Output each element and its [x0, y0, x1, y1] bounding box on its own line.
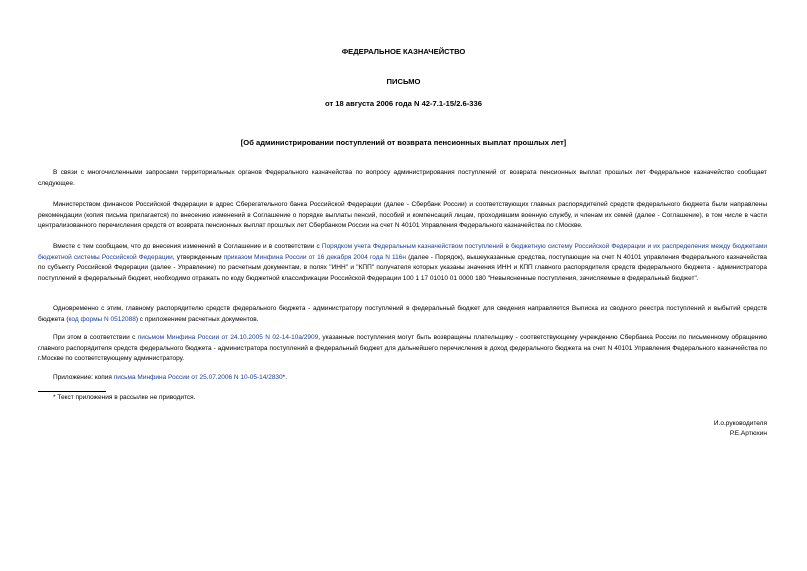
signatory-name: Р.Е.Артюхин — [729, 430, 767, 437]
signatory-position: И.о.руководителя — [713, 420, 767, 427]
paragraph-text: Приложение: копия — [53, 374, 114, 381]
paragraph-text: (далее - Порядок), вышеуказанные средства, поступающие на счет N 40101 управления Федерального казначейства по субъекту Российской Федерации (далее - Управление) по расчетным документам, в полях "ИНН" и "КПП" получателя которых указаны значения ИНН и КПП главного распорядителя средств федерального бюджета - администратора поступлений в федеральный бюджет, необходимо отражать по коду бюджетной классификации Российской Федерации 100 1 17 01010 01 0000 180 "Невыясненные поступления, зачисляемые в федеральный бюджет". — [38, 253, 767, 282]
paragraph-text: Вместе с тем сообщаем, что до внесения изменений в Соглашение и в соответствии с — [53, 243, 322, 250]
paragraph-intro: В связи с многочисленными запросами территориальных органов Федерального казначейства по вопросу администрирования поступлений от возврата пенсионных выплат прошлых лет Федеральное казначейство сообщает следующее. — [38, 169, 767, 187]
paragraph-text: *. — [282, 374, 288, 381]
document-date-number: от 18 августа 2006 года N 42-7.1-15/2.6-336 — [325, 99, 482, 108]
paragraph-text: При этом в соответствии с — [53, 334, 138, 341]
minfin-order-link[interactable]: приказом Минфина России от 16 декабря 2004 года N 116н — [223, 253, 406, 261]
minfin-letter-2006-link[interactable]: письма Минфина России от 25.07.2006 N 10-05-14/2830 — [113, 374, 283, 381]
minfin-letter-2005-link[interactable]: письмом Минфина России от 24.10.2005 N 02-14-10а/2909 — [137, 334, 319, 341]
paragraph-attachment — [38, 373, 767, 384]
paragraph-text: , утвержденным — [172, 253, 224, 261]
form-code-link[interactable]: код формы N 0512088 — [68, 315, 136, 323]
paragraph-accounting-procedure — [38, 242, 767, 284]
paragraph-text: , указанные поступления могут быть возвращены плательщику - соответствующему учреждению Сбербанка России по письменному обращению главного распорядителя средств федерального бюджета - администратора поступлений в федеральный бюджет для дальнейшего перечисления в доход федерального бюджета на счет N 40101 Управления Федерального казначейства по г.Москве по соответствующему администратору. — [38, 334, 768, 363]
paragraph-refund-procedure — [38, 333, 767, 365]
paragraph-text: ) с приложением расчетных документов. — [135, 315, 259, 323]
paragraph-ministry-recommendations: Министерством финансов Российской Федерации в адрес Сберегательного банка Российской Федерации (далее - Сбербанк России) и соответствующих главных распорядителей средств федерального бюджета были направлены рекомендации (копия письма прилагается) по внесению изменений в Соглашение о порядке выплаты пенсий, пособий и компенсаций лицам, проходившим военную службу, и членам их семей (далее - Соглашение), в том числе в части централизованного перечисления средств от возврата пенсионных выплат прошлых лет Сбербанком России на счет N 40101 Управления Федерального казначейства по г.Москве. — [38, 201, 767, 230]
procedure-link[interactable]: Порядком учета Федеральным казначейством поступлений в бюджетную систему Российской Федерации и их распределения между бюджетами бюджетной системы Российской Федерации — [38, 243, 767, 261]
agency-heading: ФЕДЕРАЛЬНОЕ КАЗНАЧЕЙСТВО — [341, 47, 466, 56]
paragraph-registry-extract — [38, 304, 767, 325]
document-title: [Об администрировании поступлений от возврата пенсионных выплат прошлых лет] — [240, 138, 567, 147]
paragraph-text: Одновременно с этим, главному распорядителю средств федерального бюджета - администратору поступлений в федеральный бюджет для сведения направляется Выписка из сводного реестра поступлений и выбытий средств бюджета ( — [38, 305, 767, 323]
footnote-divider — [38, 391, 106, 392]
document-type-heading: ПИСЬМО — [386, 77, 421, 86]
footnote: * Текст приложения в рассылке не приводится. — [53, 394, 196, 401]
